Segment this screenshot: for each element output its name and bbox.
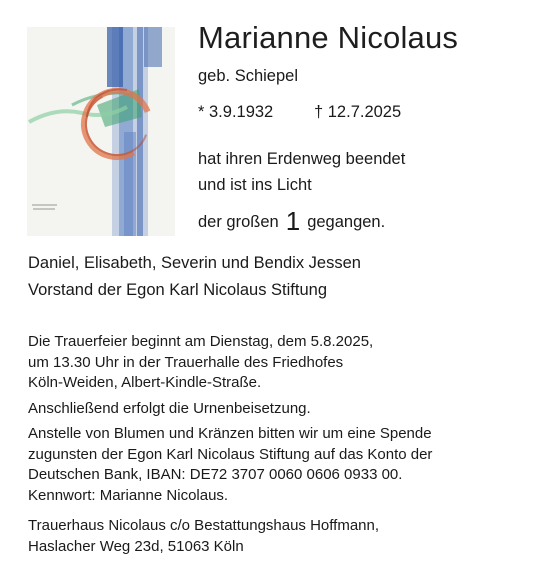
life-dates [198, 103, 402, 122]
deceased-name: Marianne Nicolaus [198, 20, 459, 55]
phrase-number: 1 [285, 206, 301, 236]
burial-info [28, 399, 311, 420]
donation-line: zugunsten der Egon Karl Nicolaus Stiftung auf das Konto der [28, 445, 433, 463]
memorial-phrase-line: hat ihren Erdenweg beendet [198, 150, 406, 168]
address-info [28, 516, 379, 557]
death-date: † 12.7.2025 [314, 103, 402, 121]
ceremony-line: Die Trauerfeier beginnt am Dienstag, dem 5.8.2025, [28, 333, 374, 350]
donation-line: Deutschen Bank, IBAN: DE72 3707 0060 0606 0933 00. [28, 466, 403, 483]
ceremony-line: um 13.30 Uhr in der Trauerhalle des Friedhofes [28, 353, 344, 371]
ceremony-line: Köln-Weiden, Albert-Kindle-Straße. [28, 374, 262, 391]
mourners-line: Vorstand der Egon Karl Nicolaus Stiftung [28, 281, 328, 299]
donation-line: Anstelle von Blumen und Kränzen bitten wir um eine Spende [28, 425, 432, 442]
address-line: Haslacher Weg 23d, 51063 Köln [28, 537, 244, 555]
mourners-line: Daniel, Elisabeth, Severin und Bendix Jessen [28, 254, 361, 272]
donation-line: Kennwort: Marianne Nicolaus. [28, 486, 229, 504]
burial-line: Anschließend erfolgt die Urnenbeisetzung. [28, 400, 311, 417]
memorial-phrase-line: und ist ins Licht [198, 176, 312, 194]
birth-name: geb. Schiepel [198, 67, 298, 85]
ceremony-info [28, 332, 373, 394]
memorial-phrase-line [198, 203, 385, 234]
mourners [28, 250, 361, 304]
abstract-drawing-image [27, 27, 175, 236]
donation-info [28, 424, 432, 506]
address-line: Trauerhaus Nicolaus c/o Bestattungshaus Hoffmann, [28, 517, 380, 534]
phrase-text: gegangen. [307, 213, 386, 231]
phrase-text: der großen [198, 213, 279, 231]
birth-date: * 3.9.1932 [198, 103, 274, 121]
